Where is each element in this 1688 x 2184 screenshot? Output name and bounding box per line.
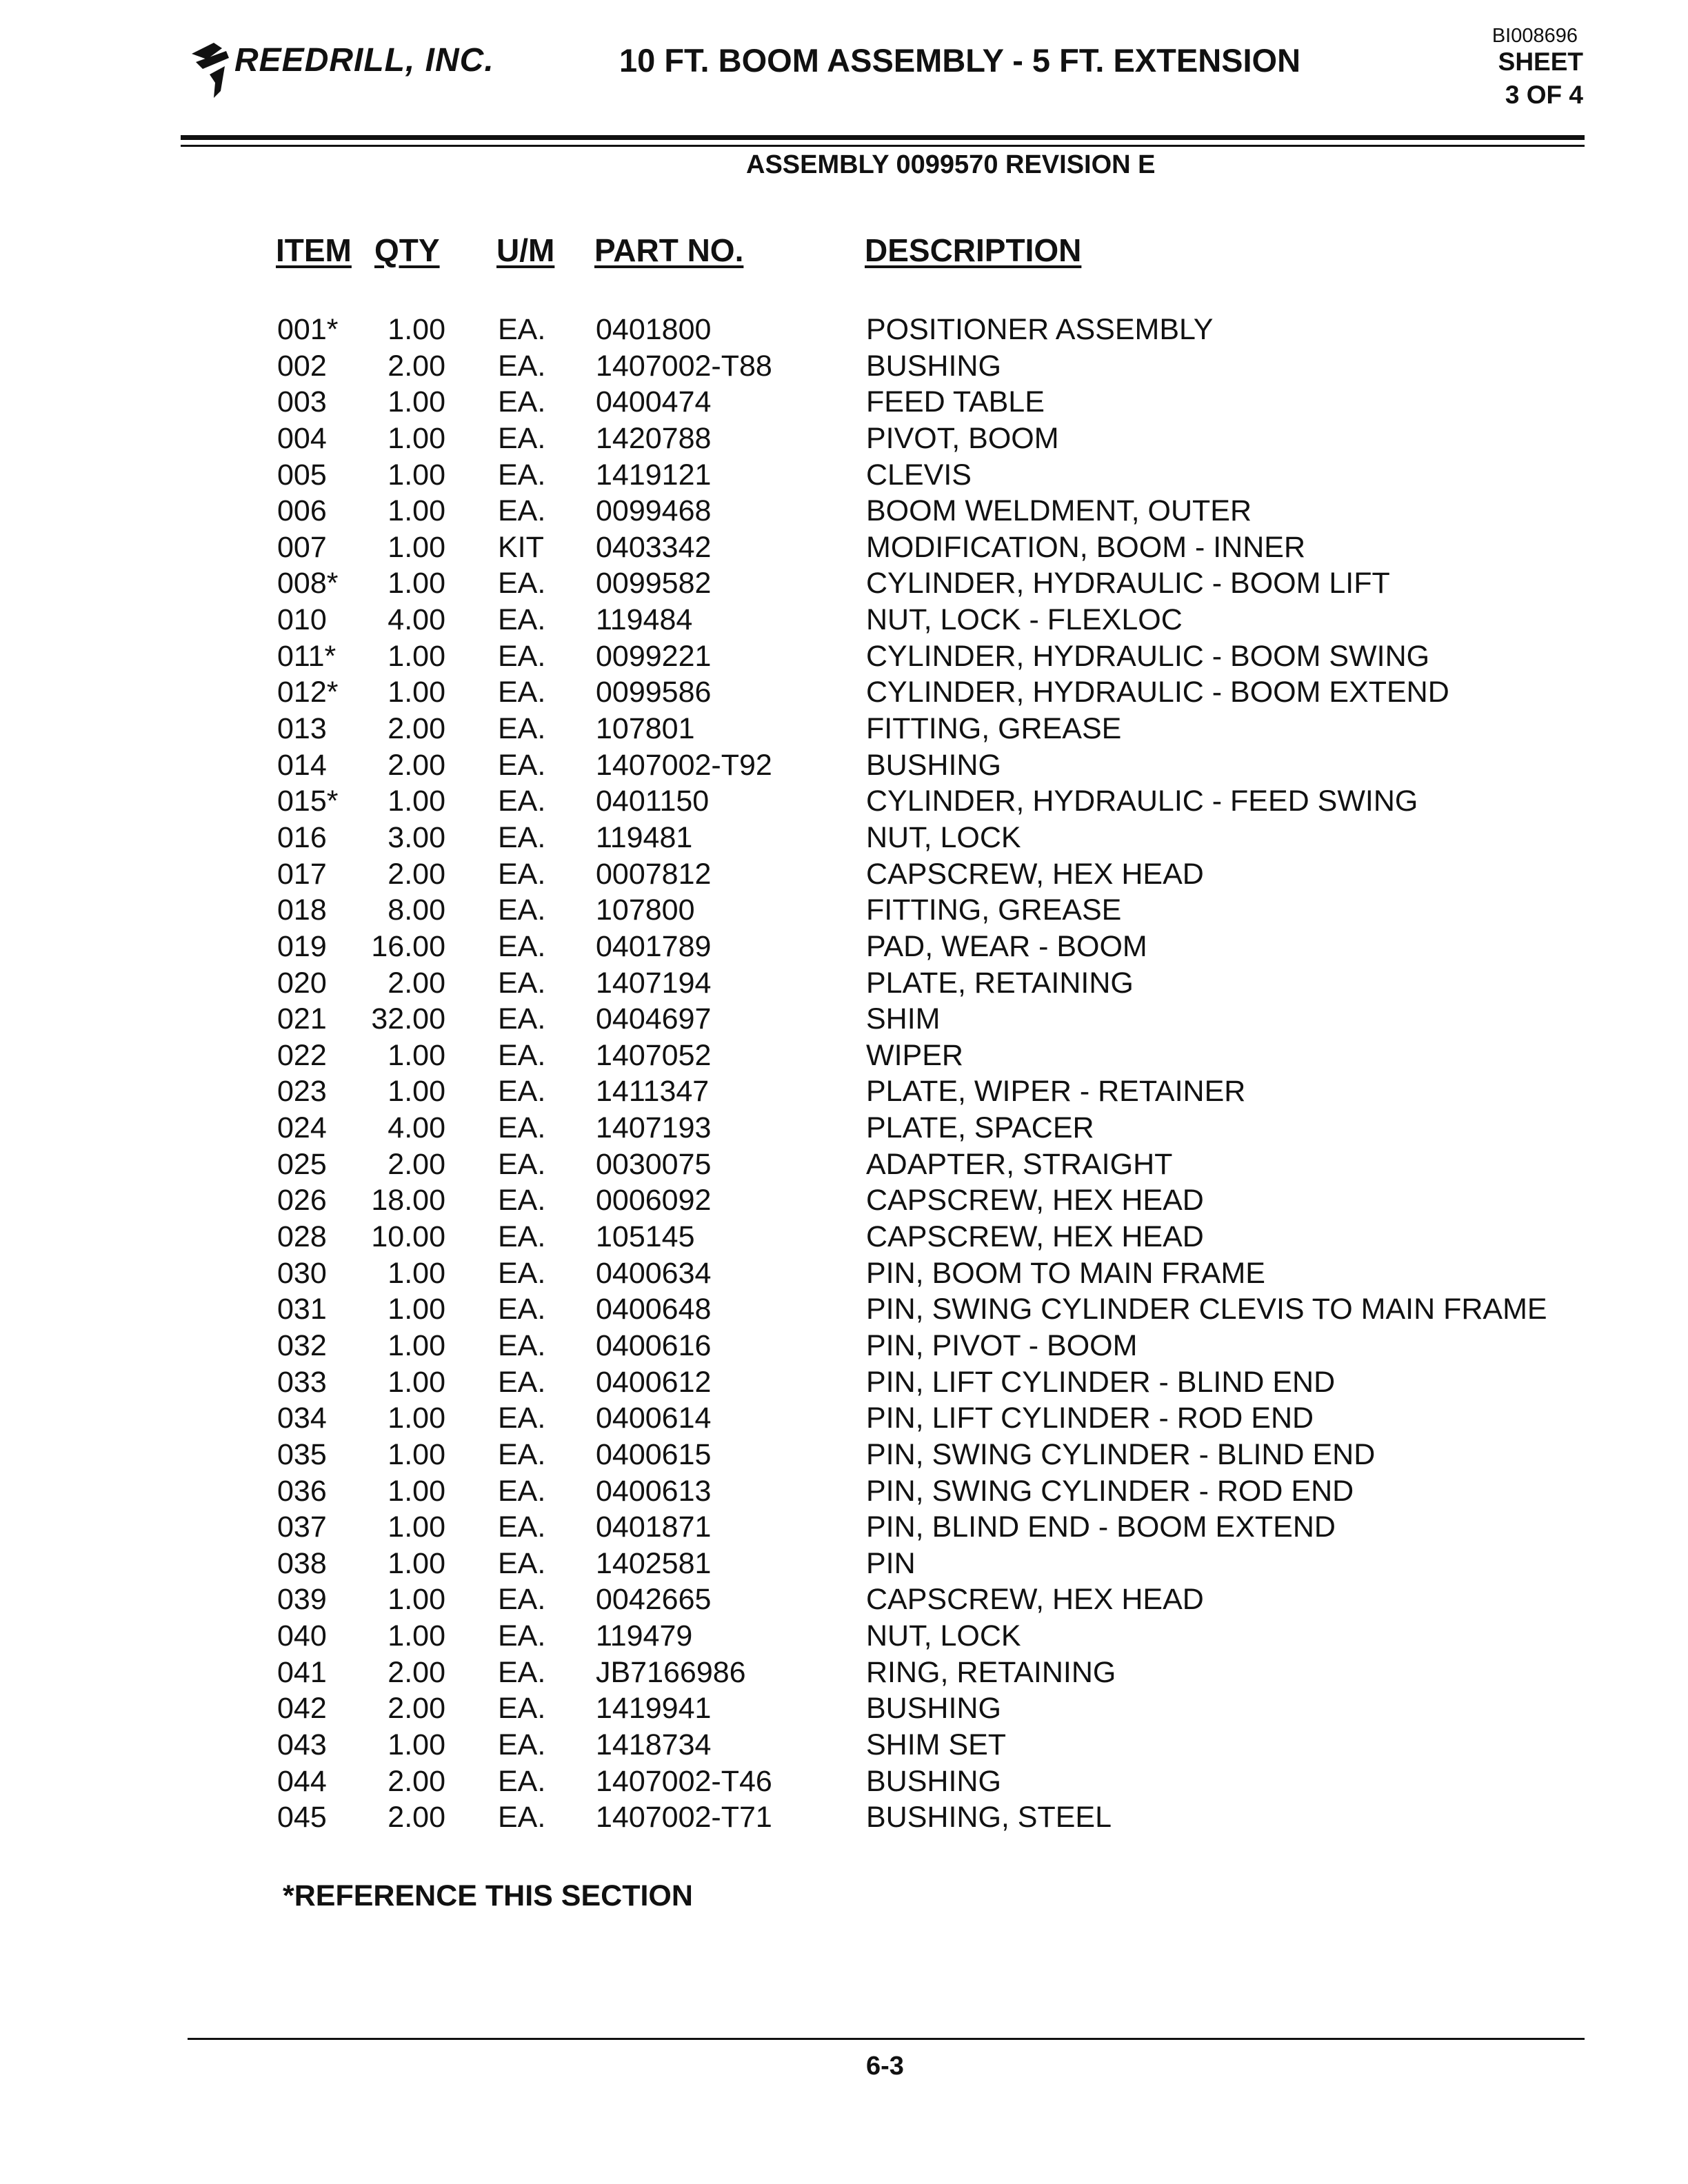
unit-of-measure: EA. [498,893,546,927]
part-number: 119484 [596,603,693,637]
description: FITTING, GREASE [866,712,1122,746]
item-number: 016 [277,820,327,854]
unit-of-measure: EA. [498,1437,546,1471]
column-header-um: U/M [496,232,555,268]
parts-list [0,312,1688,1836]
table-row [0,312,1688,348]
description: FEED TABLE [866,385,1045,419]
item-number: 014 [277,748,327,782]
quantity: 1.00 [388,785,445,818]
table-row [0,1073,1688,1110]
part-number: 1407002-T71 [596,1801,772,1834]
part-number: 1407052 [596,1038,712,1072]
item-number: 026 [277,1184,327,1217]
part-number: 0400616 [596,1328,712,1362]
part-number: JB7166986 [596,1655,746,1689]
item-number: 011* [277,639,336,673]
item-number: 039 [277,1583,327,1617]
unit-of-measure: EA. [498,1002,546,1036]
unit-of-measure: EA. [498,385,546,419]
description: ADAPTER, STRAIGHT [866,1147,1173,1181]
table-row [0,1437,1688,1473]
item-number: 030 [277,1256,327,1290]
item-number: 004 [277,421,327,455]
description: PIVOT, BOOM [866,421,1059,455]
description: BUSHING [866,748,1001,782]
item-number: 042 [277,1692,327,1726]
description: PIN, SWING CYLINDER CLEVIS TO MAIN FRAME [866,1293,1547,1326]
table-row [0,965,1688,1002]
column-header-item: ITEM [276,232,352,268]
assembly-revision: ASSEMBLY 0099570 REVISION E [746,150,1156,179]
unit-of-measure: EA. [498,1728,546,1761]
column-header-part-no: PART NO. [594,232,744,268]
part-number: 105145 [596,1220,695,1254]
unit-of-measure: EA. [498,458,546,492]
description: PLATE, WIPER - RETAINER [866,1075,1246,1109]
part-number: 0401789 [596,929,712,963]
item-number: 002 [277,349,327,383]
table-row [0,1400,1688,1437]
description: MODIFICATION, BOOM - INNER [866,530,1306,564]
table-row [0,892,1688,929]
quantity: 8.00 [388,893,445,927]
unit-of-measure: EA. [498,1038,546,1072]
unit-of-measure: EA. [498,966,546,1000]
description: BUSHING, STEEL [866,1801,1112,1834]
item-number: 045 [277,1801,327,1834]
table-row [0,674,1688,711]
part-number: 0007812 [596,857,712,891]
description: PIN, BLIND END - BOOM EXTEND [866,1510,1336,1544]
quantity: 1.00 [388,494,445,528]
table-row [0,820,1688,856]
quantity: 1.00 [388,421,445,455]
description: PIN, PIVOT - BOOM [866,1328,1138,1362]
part-number: 1407002-T46 [596,1764,772,1798]
description: NUT, LOCK - FLEXLOC [866,603,1183,637]
quantity: 32.00 [371,1002,445,1036]
table-row [0,1581,1688,1618]
item-number: 012* [277,676,339,709]
item-number: 008* [277,567,339,600]
table-row [0,1182,1688,1219]
description: BUSHING [866,1692,1001,1726]
item-number: 013 [277,712,327,746]
unit-of-measure: EA. [498,1365,546,1399]
item-number: 019 [277,929,327,963]
table-row [0,1364,1688,1401]
table-row [0,529,1688,566]
table-row [0,1546,1688,1582]
unit-of-measure: EA. [498,1764,546,1798]
quantity: 1.00 [388,1619,445,1653]
part-number: 0400634 [596,1256,712,1290]
quantity: 2.00 [388,1801,445,1834]
quantity: 1.00 [388,1510,445,1544]
description: CLEVIS [866,458,972,492]
table-row [0,1655,1688,1691]
unit-of-measure: EA. [498,421,546,455]
sheet-label: SHEET [1498,48,1583,76]
description: BOOM WELDMENT, OUTER [866,494,1252,528]
quantity: 2.00 [388,1147,445,1181]
table-row [0,711,1688,747]
description: PIN, BOOM TO MAIN FRAME [866,1256,1265,1290]
unit-of-measure: EA. [498,567,546,600]
table-row [0,1255,1688,1292]
quantity: 16.00 [371,929,445,963]
unit-of-measure: EA. [498,1184,546,1217]
table-row [0,565,1688,602]
item-number: 018 [277,893,327,927]
description: CYLINDER, HYDRAULIC - FEED SWING [866,785,1418,818]
unit-of-measure: EA. [498,603,546,637]
description: FITTING, GREASE [866,893,1122,927]
unit-of-measure: EA. [498,1619,546,1653]
description: PIN [866,1546,916,1580]
description: CAPSCREW, HEX HEAD [866,857,1204,891]
item-number: 038 [277,1546,327,1580]
item-number: 020 [277,966,327,1000]
item-number: 043 [277,1728,327,1761]
table-row [0,1038,1688,1074]
quantity: 2.00 [388,712,445,746]
description: NUT, LOCK [866,1619,1021,1653]
part-number: 0099582 [596,567,712,600]
item-number: 010 [277,603,327,637]
description: PIN, LIFT CYLINDER - BLIND END [866,1365,1336,1399]
item-number: 017 [277,857,327,891]
quantity: 1.00 [388,1328,445,1362]
header-rule-thin [181,145,1585,147]
item-number: 001* [277,313,339,346]
part-number: 107800 [596,893,695,927]
unit-of-measure: EA. [498,676,546,709]
quantity: 1.00 [388,1402,445,1435]
table-row [0,1727,1688,1763]
quantity: 1.00 [388,567,445,600]
unit-of-measure: KIT [498,530,544,564]
quantity: 1.00 [388,1437,445,1471]
header-rule-thick [181,135,1585,140]
unit-of-measure: EA. [498,1293,546,1326]
unit-of-measure: EA. [498,313,546,346]
description: BUSHING [866,349,1001,383]
part-number: 1407002-T88 [596,349,772,383]
table-row [0,1799,1688,1836]
part-number: 0400614 [596,1402,712,1435]
part-number: 119481 [596,820,693,854]
item-number: 003 [277,385,327,419]
table-row [0,1110,1688,1146]
unit-of-measure: EA. [498,1075,546,1109]
sheet-info [1498,46,1583,112]
unit-of-measure: EA. [498,929,546,963]
part-number: 0400613 [596,1474,712,1508]
unit-of-measure: EA. [498,349,546,383]
part-number: 1407194 [596,966,712,1000]
quantity: 1.00 [388,1075,445,1109]
unit-of-measure: EA. [498,1510,546,1544]
item-number: 023 [277,1075,327,1109]
quantity: 1.00 [388,313,445,346]
table-row [0,1146,1688,1183]
table-row [0,493,1688,529]
quantity: 1.00 [388,1256,445,1290]
part-number: 1402581 [596,1546,712,1580]
table-row [0,1291,1688,1328]
part-number: 0403342 [596,530,712,564]
description: PIN, SWING CYLINDER - ROD END [866,1474,1354,1508]
part-number: 0401800 [596,313,712,346]
quantity: 2.00 [388,748,445,782]
description: CYLINDER, HYDRAULIC - BOOM LIFT [866,567,1390,600]
unit-of-measure: EA. [498,1692,546,1726]
company-name: REEDRILL, INC. [234,42,494,79]
unit-of-measure: EA. [498,1583,546,1617]
sheet-number: 3 OF 4 [1505,81,1583,109]
table-row [0,1328,1688,1364]
item-number: 022 [277,1038,327,1072]
unit-of-measure: EA. [498,1256,546,1290]
description: PLATE, RETAINING [866,966,1134,1000]
part-number: 1418734 [596,1728,712,1761]
part-number: 1407002-T92 [596,748,772,782]
quantity: 1.00 [388,458,445,492]
unit-of-measure: EA. [498,1328,546,1362]
description: NUT, LOCK [866,820,1021,854]
unit-of-measure: EA. [498,1111,546,1145]
unit-of-measure: EA. [498,785,546,818]
item-number: 041 [277,1655,327,1689]
unit-of-measure: EA. [498,1655,546,1689]
item-number: 015* [277,785,339,818]
table-row [0,1690,1688,1727]
item-number: 024 [277,1111,327,1145]
part-number: 0030075 [596,1147,712,1181]
table-row [0,384,1688,421]
item-number: 035 [277,1437,327,1471]
quantity: 1.00 [388,676,445,709]
part-number: 0401871 [596,1510,712,1544]
item-number: 006 [277,494,327,528]
quantity: 1.00 [388,1583,445,1617]
unit-of-measure: EA. [498,1220,546,1254]
unit-of-measure: EA. [498,494,546,528]
quantity: 1.00 [388,1728,445,1761]
description: PAD, WEAR - BOOM [866,929,1147,963]
unit-of-measure: EA. [498,1474,546,1508]
table-row [0,1001,1688,1038]
quantity: 4.00 [388,603,445,637]
table-row [0,1509,1688,1546]
quantity: 4.00 [388,1111,445,1145]
unit-of-measure: EA. [498,1147,546,1181]
table-row [0,1219,1688,1255]
item-number: 021 [277,1002,327,1036]
item-number: 036 [277,1474,327,1508]
table-row [0,929,1688,965]
unit-of-measure: EA. [498,857,546,891]
company-logo-icon [186,39,234,101]
quantity: 18.00 [371,1184,445,1217]
item-number: 044 [277,1764,327,1798]
part-number: 0099221 [596,639,712,673]
quantity: 2.00 [388,857,445,891]
item-number: 025 [277,1147,327,1181]
column-header-qty: QTY [374,232,440,268]
quantity: 3.00 [388,820,445,854]
description: PIN, SWING CYLINDER - BLIND END [866,1437,1376,1471]
description: RING, RETAINING [866,1655,1116,1689]
quantity: 1.00 [388,385,445,419]
table-row [0,783,1688,820]
part-number: 1411347 [596,1075,710,1109]
description: PIN, LIFT CYLINDER - ROD END [866,1402,1314,1435]
quantity: 1.00 [388,1474,445,1508]
part-number: 0401150 [596,785,710,818]
part-number: 0400474 [596,385,712,419]
quantity: 1.00 [388,1293,445,1326]
description: POSITIONER ASSEMBLY [866,313,1214,346]
table-row [0,602,1688,638]
table-row [0,348,1688,385]
part-number: 0400612 [596,1365,712,1399]
part-number: 0099468 [596,494,712,528]
part-number: 119479 [596,1619,693,1653]
item-number: 034 [277,1402,327,1435]
part-number: 1419941 [596,1692,712,1726]
table-row [0,457,1688,494]
part-number: 1419121 [596,458,712,492]
item-number: 005 [277,458,327,492]
item-number: 007 [277,530,327,564]
quantity: 1.00 [388,530,445,564]
column-header-description: DESCRIPTION [865,232,1082,268]
quantity: 1.00 [388,639,445,673]
table-row [0,856,1688,893]
part-number: 0099586 [596,676,712,709]
item-number: 031 [277,1293,327,1326]
quantity: 1.00 [388,1038,445,1072]
quantity: 10.00 [371,1220,445,1254]
quantity: 2.00 [388,1692,445,1726]
description: BUSHING [866,1764,1001,1798]
description: PLATE, SPACER [866,1111,1094,1145]
description: CAPSCREW, HEX HEAD [866,1583,1204,1617]
table-row [0,1473,1688,1510]
document-id: BI008696 [1491,25,1578,47]
unit-of-measure: EA. [498,748,546,782]
description: SHIM [866,1002,941,1036]
table-row [0,421,1688,457]
page-title: 10 FT. BOOM ASSEMBLY - 5 FT. EXTENSION [619,42,1301,79]
part-number: 0006092 [596,1184,712,1217]
quantity: 2.00 [388,1764,445,1798]
part-number: 0400648 [596,1293,712,1326]
description: CYLINDER, HYDRAULIC - BOOM EXTEND [866,676,1449,709]
table-row [0,638,1688,675]
reference-note: *REFERENCE THIS SECTION [283,1879,693,1912]
unit-of-measure: EA. [498,639,546,673]
unit-of-measure: EA. [498,1801,546,1834]
description: SHIM SET [866,1728,1007,1761]
quantity: 2.00 [388,1655,445,1689]
item-number: 032 [277,1328,327,1362]
part-number: 1420788 [596,421,712,455]
part-number: 0042665 [596,1583,712,1617]
unit-of-measure: EA. [498,1546,546,1580]
quantity: 1.00 [388,1546,445,1580]
table-row [0,1763,1688,1800]
part-number: 0404697 [596,1002,712,1036]
footer-rule [188,2038,1585,2040]
item-number: 028 [277,1220,327,1254]
unit-of-measure: EA. [498,712,546,746]
description: CYLINDER, HYDRAULIC - BOOM SWING [866,639,1430,673]
part-number: 1407193 [596,1111,712,1145]
unit-of-measure: EA. [498,820,546,854]
item-number: 037 [277,1510,327,1544]
unit-of-measure: EA. [498,1402,546,1435]
quantity: 2.00 [388,349,445,383]
description: CAPSCREW, HEX HEAD [866,1220,1204,1254]
table-row [0,747,1688,784]
item-number: 040 [277,1619,327,1653]
description: CAPSCREW, HEX HEAD [866,1184,1204,1217]
part-number: 0400615 [596,1437,712,1471]
description: WIPER [866,1038,963,1072]
part-number: 107801 [596,712,695,746]
quantity: 2.00 [388,966,445,1000]
page-number: 6-3 [866,2052,904,2081]
item-number: 033 [277,1365,327,1399]
table-row [0,1618,1688,1655]
quantity: 1.00 [388,1365,445,1399]
